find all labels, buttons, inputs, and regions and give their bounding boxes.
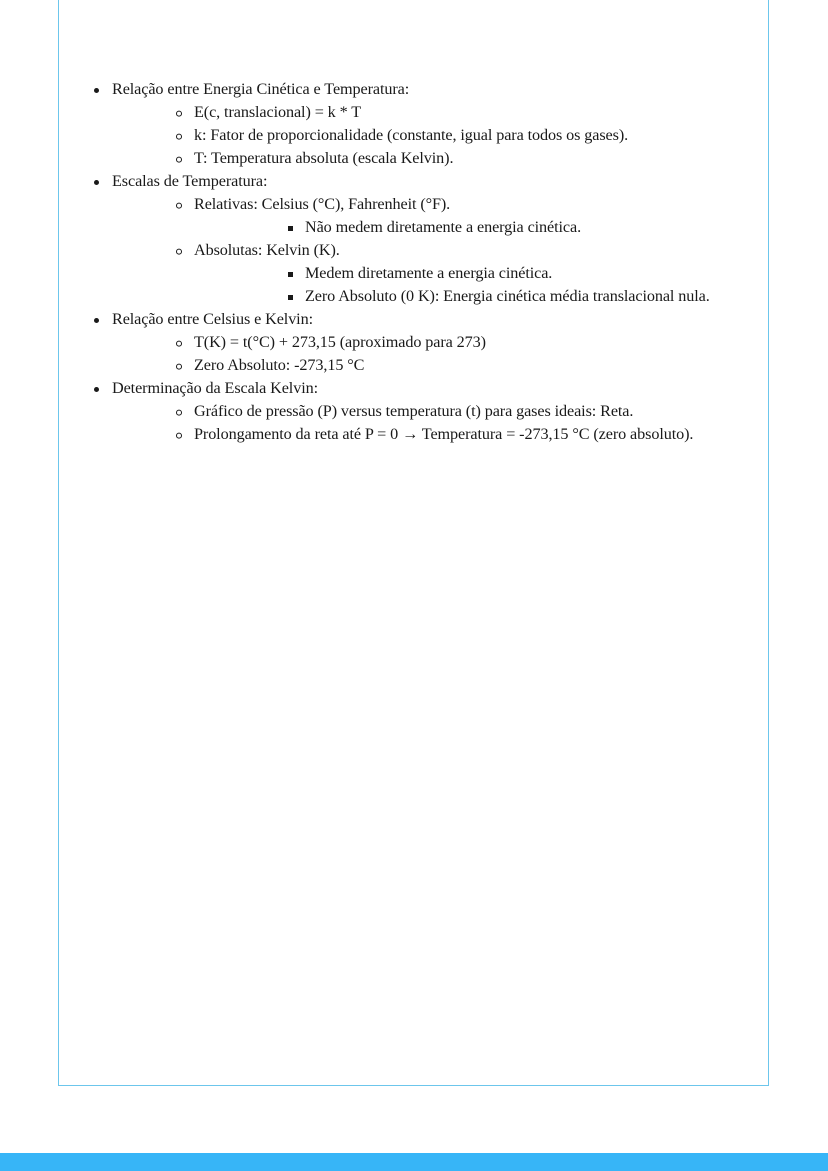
list-item xyxy=(112,423,768,446)
sublist-container xyxy=(59,101,768,170)
list-item-text: Não medem diretamente a energia cinética. xyxy=(305,218,582,236)
bullet-circle-icon xyxy=(176,202,182,208)
section-heading: Relação entre Celsius e Kelvin: xyxy=(112,310,313,328)
section-heading: Relação entre Energia Cinética e Temperatura: xyxy=(112,80,410,98)
list-item xyxy=(112,124,768,147)
section-heading: Escalas de Temperatura: xyxy=(112,172,268,190)
bullet-square-icon xyxy=(288,226,293,231)
list-item xyxy=(59,78,768,101)
bottom-accent-bar xyxy=(0,1153,828,1171)
list-item xyxy=(112,400,768,423)
list-item xyxy=(194,216,768,239)
list-item-text: Relativas: Celsius (°C), Fahrenheit (°F). xyxy=(194,195,451,213)
list-item xyxy=(112,101,768,124)
bullet-square-icon xyxy=(288,272,293,277)
sublist-container xyxy=(112,262,768,308)
list-item xyxy=(194,285,768,308)
list-item xyxy=(112,354,768,377)
bullet-circle-icon xyxy=(176,110,182,116)
bullet-circle-icon xyxy=(176,432,182,438)
sublist xyxy=(112,331,768,377)
list-item-text: T(K) = t(°C) + 273,15 (aproximado para 273) xyxy=(194,333,486,351)
list-item xyxy=(112,331,768,354)
bullet-circle-icon xyxy=(176,340,182,346)
list-item-text: Gráfico de pressão (P) versus temperatura (t) para gases ideais: Reta. xyxy=(194,402,634,420)
list-item-text: Zero Absoluto: -273,15 °C xyxy=(194,356,365,374)
sublist xyxy=(112,193,768,308)
sublist xyxy=(194,262,768,308)
bullet-disc-icon xyxy=(94,180,99,185)
section-heading: Determinação da Escala Kelvin: xyxy=(112,379,318,397)
bullet-circle-icon xyxy=(176,409,182,415)
list-item xyxy=(59,377,768,400)
list-item-text: Absolutas: Kelvin (K). xyxy=(194,241,340,259)
bullet-circle-icon xyxy=(176,156,182,162)
bullet-disc-icon xyxy=(94,387,99,392)
list-item xyxy=(112,147,768,170)
sublist xyxy=(112,400,768,446)
bullet-circle-icon xyxy=(176,133,182,139)
list-item xyxy=(112,193,768,216)
list-item xyxy=(59,308,768,331)
list-item-text: E(c, translacional) = k * T xyxy=(194,103,362,121)
list-item-text: k: Fator de proporcionalidade (constante, igual para todos os gases). xyxy=(194,126,629,144)
list-item-text: Zero Absoluto (0 K): Energia cinética média translacional nula. xyxy=(305,287,710,305)
bullet-square-icon xyxy=(288,295,293,300)
list-item-text: Prolongamento da reta até P = 0 → Temperatura = -273,15 °C (zero absoluto). xyxy=(194,425,694,443)
sublist xyxy=(112,101,768,170)
bullet-disc-icon xyxy=(94,318,99,323)
bullet-circle-icon xyxy=(176,248,182,254)
page-frame xyxy=(58,0,769,1086)
document-content xyxy=(59,78,768,446)
outline-list xyxy=(59,78,768,446)
list-item-text: T: Temperatura absoluta (escala Kelvin). xyxy=(194,149,454,167)
bullet-circle-icon xyxy=(176,363,182,369)
sublist xyxy=(194,216,768,239)
sublist-container xyxy=(59,400,768,446)
list-item xyxy=(194,262,768,285)
list-item xyxy=(112,239,768,262)
sublist-container xyxy=(59,193,768,308)
bullet-disc-icon xyxy=(94,88,99,93)
sublist-container xyxy=(112,216,768,239)
list-item xyxy=(59,170,768,193)
list-item-text: Medem diretamente a energia cinética. xyxy=(305,264,553,282)
sublist-container xyxy=(59,331,768,377)
